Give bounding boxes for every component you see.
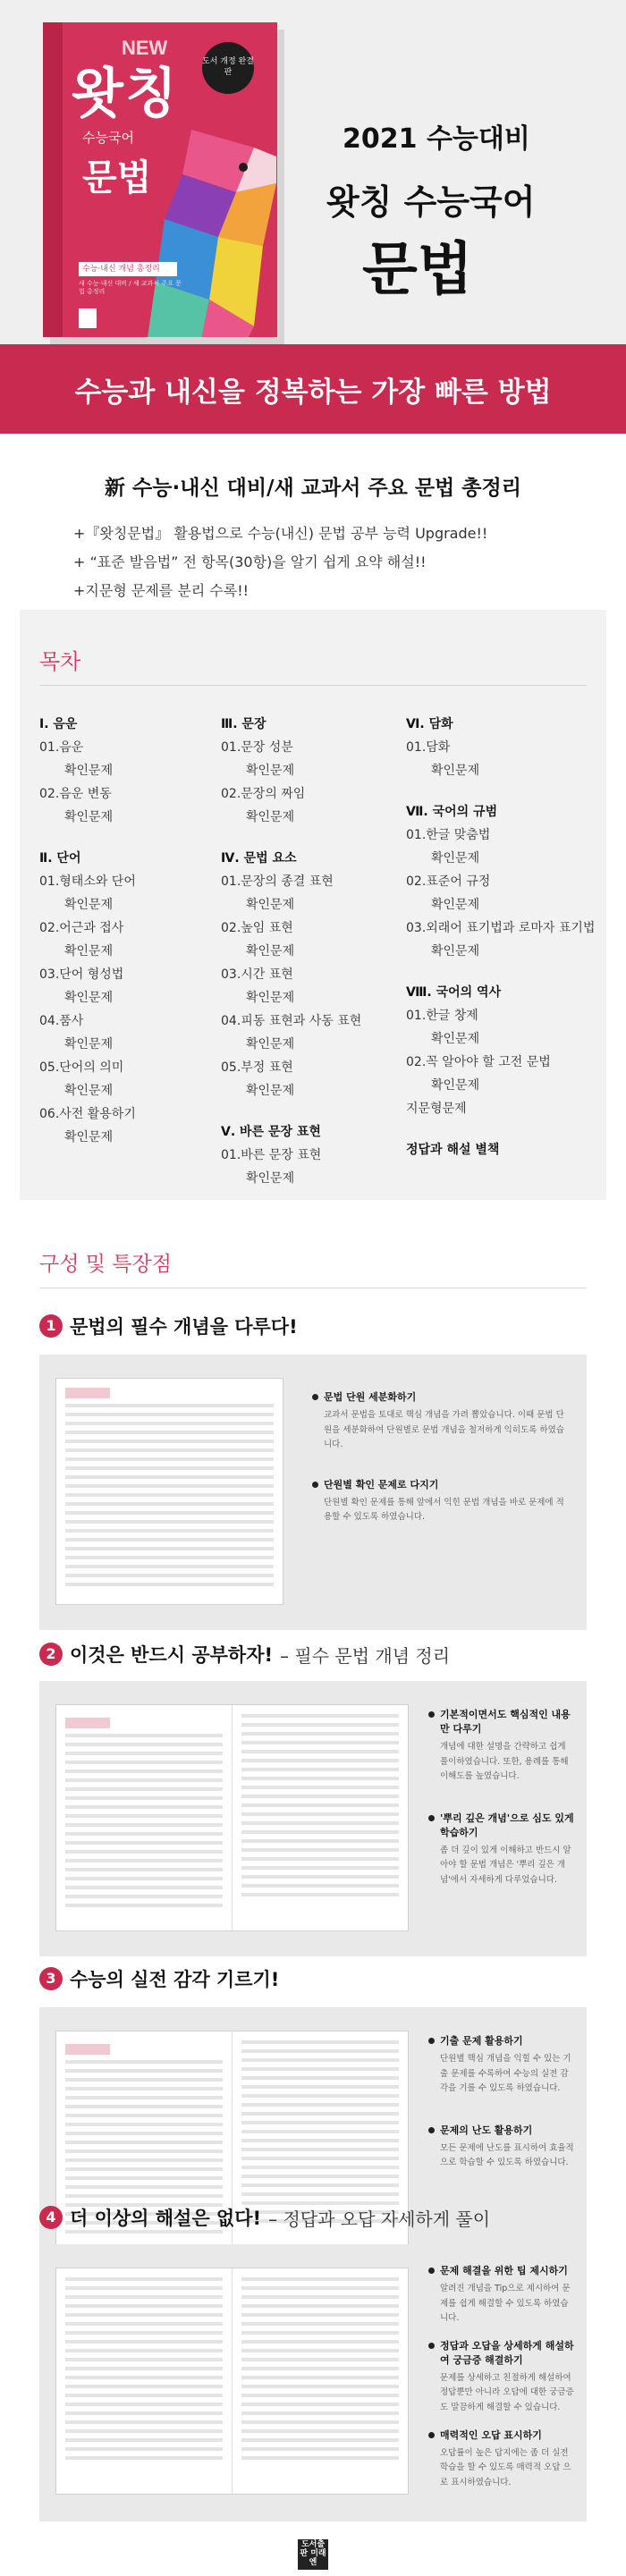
toc-exercise: 확인문제 [431,944,480,959]
toc-item: 지문형문제 [406,1102,467,1116]
table-of-contents [20,610,606,1200]
section-notes [312,1390,571,1547]
toc-spacer [39,829,236,847]
section-2-heading [39,1641,450,1668]
toc-item: 02.음운 변동 [39,787,112,801]
section-1-heading [39,1313,305,1339]
note-title: '뿌리 깊은 개념'으로 심도 있게 학습하기 [428,1812,576,1840]
toc-chapter: Ⅶ. 국어의 규범 [406,805,498,819]
section-number: 4 [39,2206,63,2229]
hero-year: 2021 수능대비 [343,123,530,155]
toc-item: 04.피동 표현과 사동 표현 [221,1014,362,1028]
toc-item: 01.문장 성분 [221,740,293,755]
note-title: 문제 해결을 위한 팁 제시하기 [428,2264,576,2278]
feature-item: + “표준 발음법” 전 항목(30항)을 알기 쉽게 요약 해설!! [73,553,427,570]
divider [39,685,587,686]
toc-title: 목차 [39,649,81,674]
note-title: 기출 문제 활용하기 [428,2034,576,2048]
note-title: 문제의 난도 활용하기 [428,2124,576,2138]
toc-exercise: 확인문제 [431,1032,480,1046]
toc-exercise: 확인문제 [431,764,480,778]
toc-spacer [406,963,603,981]
toc-exercise: 확인문제 [246,810,295,824]
section-subtitle: – 정답과 오답 자세하게 풀이 [268,2208,491,2230]
hero-name: 왓칭 수능국어 [326,182,536,222]
section-notes [428,2034,576,2192]
toc-spacer [221,1102,418,1120]
toc-chapter: Ⅲ. 문장 [221,717,266,731]
toc-column-2 [221,713,418,1190]
section-title: 이것은 반드시 공부하자! [70,1644,274,1666]
section-title: 수능의 실전 감각 기르기! [70,1969,280,1990]
toc-column-1 [39,713,236,1149]
toc-exercise: 확인문제 [64,810,114,824]
section-title: 더 이상의 해설은 없다! [70,2208,262,2229]
toc-item: 02.문장의 짜임 [221,787,306,801]
toc-exercise: 확인문제 [64,1084,114,1098]
toc-item: 02.어근과 접사 [39,921,124,935]
toc-column-3 [406,713,603,1161]
toc-item: 03.시간 표현 [221,967,293,982]
features-headline: 新 수능·내신 대비/새 교과서 주요 문법 총정리 [105,477,521,500]
book-cover [43,22,277,337]
feature-item: +『왓칭문법』 활용법으로 수능(내신) 문법 공부 능력 Upgrade!! [73,525,488,542]
note-desc: 단원별 핵심 개념을 익힐 수 있는 기출 문제를 수록하여 수능의 실전 감각을 기를 수 있도록 하였습니다. [440,2053,571,2094]
toc-exercise: 확인문제 [64,1037,114,1052]
note-title: 문법 단원 세분화하기 [312,1390,571,1405]
note-desc: 개념에 대한 설명을 간략하고 쉽게 풀이하였습니다. 또한, 용례를 통해 이해도를 높였습니다. [440,1741,569,1782]
toc-spacer [406,782,603,800]
section-notes [428,2264,576,2512]
toc-item: 03.외래어 표기법과 로마자 표기법 [406,921,596,935]
section-3-heading [39,1965,286,1992]
headline-banner [0,344,626,434]
note [312,1478,571,1525]
book-spine [43,22,63,337]
banner-text: 수능과 내신을 정복하는 가장 빠른 방법 [74,376,552,409]
section-number: 2 [39,1643,63,1666]
note-title: 정답과 오답을 상세하게 해설하여 궁금증 해결하기 [428,2339,576,2368]
note-desc: 모든 문제에 난도를 표시하여 효율적으로 학습할 수 있도록 하였습니다. [440,2142,574,2168]
toc-chapter: Ⅱ. 단어 [39,851,81,866]
publisher-footer-logo: 도서출판 미래엔 [298,2539,328,2570]
toc-exercise: 확인문제 [431,1078,480,1093]
toc-chapter: 정답과 해설 별책 [406,1143,500,1157]
note-desc: 알려진 개념을 Tip으로 제시하여 문제를 쉽게 해결할 수 있도록 하였습니다. [440,2283,571,2324]
toc-exercise: 확인문제 [64,944,114,959]
toc-item: 01.바른 문장 표현 [221,1148,322,1162]
toc-exercise: 확인문제 [64,991,114,1005]
toc-item: 06.사전 활용하기 [39,1107,136,1121]
toc-item: 04.품사 [39,1014,84,1028]
toc-chapter: Ⅰ. 음운 [39,717,78,731]
structure-title: 구성 및 특장점 [39,1253,172,1276]
note-title: 단원별 확인 문제로 다지기 [312,1478,571,1492]
toc-item: 02.높임 표현 [221,921,293,935]
toc-chapter: Ⅴ. 바른 문장 표현 [221,1125,321,1139]
features-section [0,434,626,599]
note-title: 기본적이면서도 핵심적인 내용만 다루기 [428,1708,576,1736]
toc-exercise: 확인문제 [246,898,295,912]
sample-spread [55,2268,409,2495]
toc-item: 05.단어의 의미 [39,1060,124,1075]
section-2-preview [39,1681,587,1956]
note [428,2264,576,2327]
toc-exercise: 확인문제 [246,1037,295,1052]
note-title: 매력적인 오답 표시하기 [428,2428,576,2443]
book-desc: 새 수능·내신 대비 / 새 교과서 주요 문법 총정리 [79,280,182,296]
toc-spacer [221,829,418,847]
note-desc: 오답률이 높은 답지에는 좀 더 실전 학습을 할 수 있도록 매력적 오답 으로 표시하였습니다. [440,2447,571,2487]
section-subtitle: – 필수 문법 개념 정리 [280,1644,451,1667]
toc-chapter: Ⅳ. 문법 요소 [221,851,297,866]
note [428,2428,576,2491]
book-brand: 왓칭 [72,63,179,125]
note [428,2034,576,2097]
section-notes [428,1708,576,1910]
toc-exercise: 확인문제 [246,764,295,778]
toc-chapter: Ⅷ. 국어의 역사 [406,985,502,1000]
toc-exercise: 확인문제 [64,898,114,912]
section-4-preview [39,2244,587,2521]
sample-spread [55,1704,409,1931]
toc-item: 03.단어 형성법 [39,967,124,982]
toc-exercise: 확인문제 [246,944,295,959]
note-desc: 문제를 상세하고 친절하게 해설하여 정답뿐만 아니라 오답에 대한 궁금증도 말끔하게 해결할 수 있습니다. [440,2372,574,2412]
section-4-heading [39,2204,490,2231]
toc-exercise: 확인문제 [64,1130,114,1144]
book-badge: 도서 개정 완결판 [202,42,254,94]
book-series: 수능국어 [82,130,134,146]
toc-item: 01.문장의 종결 표현 [221,874,334,889]
note-desc: 좀 더 깊이 있게 이해하고 반드시 알아야 할 문법 개념은 '뿌리 깊은 개념'에서 자세하게 다루었습니다. [440,1845,571,1885]
section-3-preview [39,2007,587,2283]
section-1-preview [39,1355,587,1630]
publisher-logo-icon [79,308,97,328]
sample-page [55,1378,283,1605]
book-tag: 수능·내신 개념 총정리 [79,262,177,276]
book-title: 문법 [82,157,152,198]
book-new-label: NEW [122,37,168,59]
toc-item: 01.담화 [406,740,451,755]
toc-item: 01.한글 창제 [406,1009,478,1023]
note-desc: 교과서 문법을 토대로 핵심 개념을 가려 뽑았습니다. 이때 문법 단원을 세분화하여 단원별로 문법 개념을 철저하게 익히도록 하였습니다. [324,1409,564,1450]
toc-exercise: 확인문제 [431,851,480,866]
note [428,2339,576,2416]
note-desc: 단원별 확인 문제를 통해 앞에서 익힌 문법 개념을 바로 문제에 적용할 수 있도록 하였습니다. [324,1497,564,1523]
toc-exercise: 확인문제 [246,1171,295,1186]
toc-item: 01.형태소와 단어 [39,874,136,889]
toc-exercise: 확인문제 [64,764,114,778]
toc-item: 01.음운 [39,740,84,755]
note [428,1812,576,1888]
hero-title: 문법 [362,237,473,303]
note [428,2124,576,2171]
section-title: 문법의 필수 개념을 다루다! [70,1316,298,1338]
toc-item: 01.한글 맞춤법 [406,828,491,842]
toc-exercise: 확인문제 [246,991,295,1005]
toc-exercise: 확인문제 [246,1084,295,1098]
note [312,1390,571,1453]
toc-spacer [406,1120,603,1138]
toc-item: 02.꼭 알아야 할 고전 문법 [406,1055,551,1069]
hero-section [0,0,626,344]
toc-exercise: 확인문제 [431,898,480,912]
note [428,1708,576,1785]
section-number: 1 [39,1314,63,1338]
toc-item: 02.표준어 규정 [406,874,491,889]
features-list [73,519,487,605]
section-number: 3 [39,1967,63,1990]
feature-item: +지문형 문제를 분리 수록!! [73,582,250,599]
toc-item: 05.부정 표현 [221,1060,293,1075]
toc-chapter: Ⅵ. 담화 [406,717,453,731]
